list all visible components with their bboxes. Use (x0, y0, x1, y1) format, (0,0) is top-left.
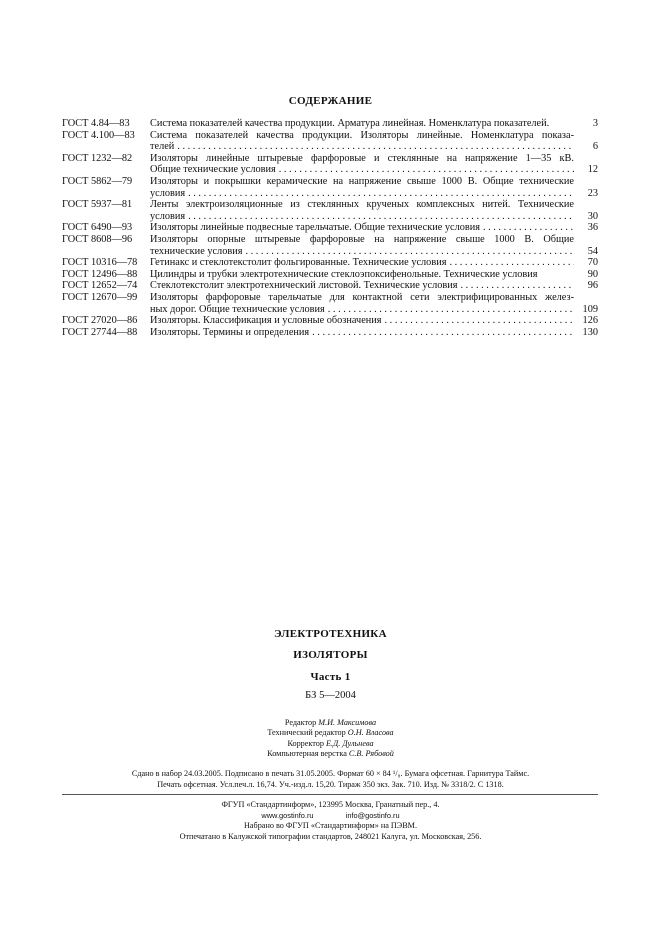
dot-leader (279, 164, 574, 176)
toc-entry-page: 126 (582, 315, 598, 327)
table-of-contents (62, 118, 598, 338)
toc-entry-page: 23 (587, 187, 598, 199)
toc-entry-code: ГОСТ 4.84—83 (62, 118, 130, 129)
toc-entry (62, 176, 598, 199)
subsection-title: ИЗОЛЯТОРЫ (293, 649, 368, 661)
contact-line (0, 811, 661, 822)
toc-entry (62, 327, 598, 339)
dot-leader (328, 304, 574, 316)
toc-entry-code: ГОСТ 8608—96 (62, 233, 133, 245)
printed-info: Отпечатано в Калужской типографии стандартов, 248021 Калуга, ул. Московская, 256. (179, 832, 482, 841)
toc-entry-code: ГОСТ 12652—74 (62, 280, 138, 292)
credit-role: Редактор (284, 718, 317, 727)
toc-entry-code: ГОСТ 4.100—83 (62, 129, 135, 141)
credit-role: Компьютерная верстка (267, 749, 347, 759)
publisher-address: ФГУП «Стандартинформ», 123995 Москва, Гранатный пер., 4. (221, 800, 440, 809)
toc-entry-page: 130 (582, 326, 598, 338)
toc-entry-code: ГОСТ 5937—81 (62, 199, 133, 211)
toc-entry (62, 234, 598, 257)
toc-entry-page: 70 (587, 257, 598, 269)
credit-name: О.Н. Власова (347, 728, 394, 738)
dot-leader (177, 141, 574, 153)
toc-entry-title: технические условия (150, 245, 243, 257)
toc-entry (62, 118, 598, 130)
dot-leader (461, 280, 575, 292)
section-title: ЭЛЕКТРОТЕХНИКА (274, 628, 387, 640)
toc-entry-title: Общие технические условия (150, 164, 276, 176)
credit-line (0, 749, 661, 759)
credit-role: Корректор (287, 738, 324, 748)
part-title: Часть 1 (310, 671, 351, 683)
credits-block (0, 718, 661, 760)
toc-entry-page: 90 (587, 268, 598, 280)
website-link[interactable]: www.gostinfo.ru (261, 811, 314, 820)
toc-entry-title-line: Ленты электроизоляционные из стеклянных крученых комплексных нитей. Технические (150, 199, 574, 211)
toc-entry-code: ГОСТ 5862—79 (62, 175, 133, 187)
bz-code: БЗ 5—2004 (305, 690, 356, 701)
toc-entry-page: 6 (592, 141, 598, 153)
toc-entry (62, 199, 598, 222)
toc-entry-title: условия (150, 210, 186, 222)
credit-line (0, 718, 661, 728)
toc-entry (62, 269, 598, 281)
toc-entry-page: 30 (587, 210, 598, 222)
toc-entry-title: Цилиндры и трубки электротехнические стеклоэпоксифенольные. Технические условия (150, 268, 538, 280)
dot-leader (449, 257, 574, 269)
toc-entry-title: ных дорог. Общие технические условия (150, 303, 325, 315)
credit-role: Технический редактор (267, 728, 346, 738)
toc-entry-title: Система показателей качества продукции. Арматура линейная. Номенклатура показателей. (150, 118, 550, 129)
credit-line (0, 739, 661, 749)
toc-entry-title-line: Изоляторы фарфоровые тарельчатые для контактной сети электрифицированных желез- (150, 291, 574, 303)
credit-name: Е.Д. Дульнева (325, 738, 374, 748)
credit-name: М.И. Максимова (318, 718, 377, 727)
toc-entry-title-line: Система показателей качества продукции. Изоляторы линейные. Номенклатура показа- (150, 129, 574, 141)
toc-entry (62, 153, 598, 176)
toc-entry-title: Изоляторы линейные подвесные тарельчатые. Общие технические условия (150, 222, 480, 234)
toc-entry (62, 222, 598, 234)
contents-heading: СОДЕРЖАНИЕ (288, 95, 373, 107)
toc-entry-page: 109 (582, 303, 598, 315)
toc-entry-title-line: Изоляторы опорные штыревые фарфоровые на напряжение свыше 1000 В. Общие (150, 233, 574, 245)
toc-entry-code: ГОСТ 27744—88 (62, 326, 138, 338)
toc-entry-code: ГОСТ 12670—99 (62, 291, 138, 303)
toc-entry-title-line: Изоляторы линейные штыревые фарфоровые и стеклянные на напряжение 1—35 кВ. (150, 152, 574, 164)
divider-line (62, 794, 598, 795)
toc-entry (62, 257, 598, 269)
toc-entry-title: Изоляторы. Термины и определения (150, 326, 310, 338)
toc-entry-code: ГОСТ 12496—88 (62, 268, 138, 280)
toc-entry-title-line: Изоляторы и покрышки керамические на напряжение свыше 1000 В. Общие технические (150, 175, 574, 187)
toc-entry-code: ГОСТ 10316—78 (62, 257, 138, 269)
credit-line (0, 728, 661, 738)
toc-entry-page: 12 (587, 164, 598, 176)
toc-entry-title: телей (150, 141, 175, 153)
dot-leader (245, 246, 574, 258)
toc-entry-title: Изоляторы. Классификация и условные обозначения (150, 315, 382, 327)
toc-entry-code: ГОСТ 6490—93 (62, 222, 133, 234)
typeset-info: Набрано во ФГУП «Стандартинформ» на ПЭВМ. (244, 821, 417, 830)
print-info-line-1: Сдано в набор 24.03.2005. Подписано в печать 31.05.2005. Формат 60 × 84 ¹/₈. Бумага офсетная. Гарнитура Таймс. (131, 769, 530, 778)
toc-entry (62, 315, 598, 327)
toc-entry-page: 3 (592, 118, 598, 129)
toc-entry (62, 292, 598, 315)
dot-leader (188, 211, 574, 223)
toc-entry-title: условия (150, 187, 186, 199)
print-info-line-2: Печать офсетная. Усл.печ.л. 16,74. Уч.-изд.л. 15,20. Тираж 350 экз. Зак. 710. Изд. № 3318/2. С 1318. (157, 780, 504, 789)
toc-entry (62, 280, 598, 292)
toc-entry-page: 36 (587, 222, 598, 234)
dot-leader (312, 327, 574, 339)
toc-entry-title: Гетинакс и стеклотекстолит фольгированные. Технические условия (150, 257, 447, 269)
credit-name: С.В. Рябовой (348, 749, 394, 759)
toc-entry-page: 96 (587, 280, 598, 292)
dot-leader (188, 188, 574, 200)
email-link[interactable]: info@gostinfo.ru (345, 811, 400, 820)
toc-entry-page: 54 (587, 245, 598, 257)
dot-leader (385, 315, 574, 327)
toc-entry-code: ГОСТ 1232—82 (62, 152, 133, 164)
toc-entry-code: ГОСТ 27020—86 (62, 315, 138, 327)
toc-entry-title: Стеклотекстолит электротехнический листовой. Технические условия (150, 280, 458, 292)
toc-entry (62, 130, 598, 153)
dot-leader (483, 222, 574, 234)
